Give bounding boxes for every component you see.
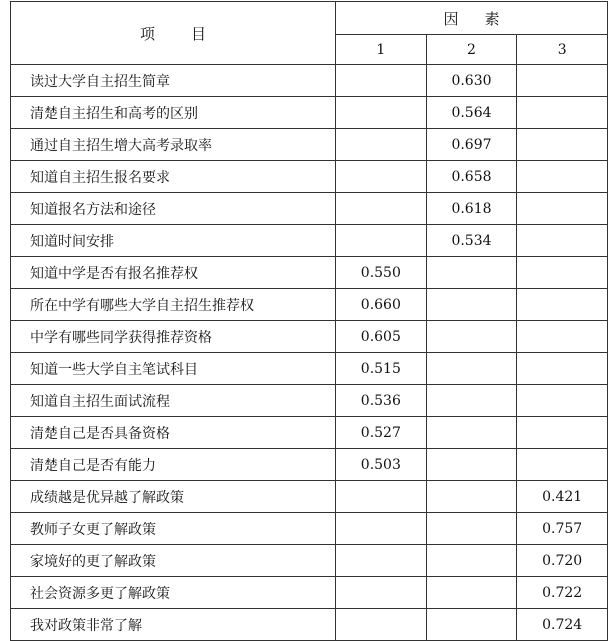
table-row [11, 97, 608, 129]
factor-2-loading [426, 385, 517, 417]
factor-3-loading [517, 353, 608, 385]
factor-2-loading [426, 257, 517, 289]
item-label: 知道时间安排 [11, 225, 336, 257]
factor-2-loading [426, 449, 517, 481]
item-label: 知道中学是否有报名推荐权 [11, 257, 336, 289]
item-label: 中学有哪些同学获得推荐资格 [11, 321, 336, 353]
factor-1-loading: 0.605 [336, 321, 427, 353]
table-row [11, 385, 608, 417]
item-label: 成绩越是优异越了解政策 [11, 481, 336, 513]
item-label: 通过自主招生增大高考录取率 [11, 129, 336, 161]
factor-1-loading: 0.503 [336, 449, 427, 481]
factor-3-loading [517, 385, 608, 417]
table-row [11, 225, 608, 257]
factor-2-loading [426, 545, 517, 577]
factor-2-loading [426, 417, 517, 449]
item-label: 清楚自己是否有能力 [11, 449, 336, 481]
item-label: 家境好的更了解政策 [11, 545, 336, 577]
item-label: 清楚自己是否具备资格 [11, 417, 336, 449]
factor-2-loading [426, 513, 517, 545]
factor-2-loading: 0.534 [426, 225, 517, 257]
item-label: 所在中学有哪些大学自主招生推荐权 [11, 289, 336, 321]
factor-3-loading [517, 161, 608, 193]
factor-3-loading [517, 257, 608, 289]
factor-1-loading [336, 97, 427, 129]
item-label: 知道自主招生面试流程 [11, 385, 336, 417]
item-header-char-2: 目 [191, 24, 207, 43]
factor-3-loading [517, 289, 608, 321]
table-row [11, 257, 608, 289]
table-row [11, 65, 608, 97]
table-row [11, 513, 608, 545]
factor-2-loading [426, 321, 517, 353]
factor-3-loading [517, 97, 608, 129]
item-label: 读过大学自主招生简章 [11, 65, 336, 97]
factor-1-loading [336, 129, 427, 161]
item-label: 知道一些大学自主笔试科目 [11, 353, 336, 385]
factor-header-char-1: 因 [443, 9, 459, 28]
table-row [11, 289, 608, 321]
item-label: 教师子女更了解政策 [11, 513, 336, 545]
table-body [11, 65, 608, 641]
factor-1-loading [336, 161, 427, 193]
table-row [11, 609, 608, 641]
factor-3-loading: 0.757 [517, 513, 608, 545]
factor-2-loading: 0.697 [426, 129, 517, 161]
factor-2-loading: 0.630 [426, 65, 517, 97]
item-label: 清楚自主招生和高考的区别 [11, 97, 336, 129]
factor-3-loading [517, 449, 608, 481]
factor-2-loading [426, 353, 517, 385]
factor-3-loading: 0.720 [517, 545, 608, 577]
factor-3-loading: 0.724 [517, 609, 608, 641]
item-column-header [11, 2, 336, 65]
factor-1-loading: 0.660 [336, 289, 427, 321]
factor-loading-table [10, 1, 608, 641]
table-row [11, 161, 608, 193]
table-header [11, 2, 608, 65]
factor-1-loading [336, 609, 427, 641]
table-row [11, 129, 608, 161]
factor-1-loading [336, 225, 427, 257]
factor-2-header: 2 [426, 35, 517, 65]
table-row [11, 321, 608, 353]
factor-1-loading: 0.527 [336, 417, 427, 449]
factor-2-loading [426, 289, 517, 321]
factor-2-loading: 0.618 [426, 193, 517, 225]
table-row [11, 193, 608, 225]
factor-header-char-2: 素 [484, 9, 500, 28]
factor-1-loading: 0.536 [336, 385, 427, 417]
item-label: 社会资源多更了解政策 [11, 577, 336, 609]
factor-3-header: 3 [517, 35, 608, 65]
table-row [11, 481, 608, 513]
table-row [11, 417, 608, 449]
factor-3-loading [517, 225, 608, 257]
factor-1-loading [336, 65, 427, 97]
factor-1-loading: 0.550 [336, 257, 427, 289]
item-label: 我对政策非常了解 [11, 609, 336, 641]
factor-3-loading [517, 129, 608, 161]
factor-1-loading [336, 545, 427, 577]
factor-2-loading: 0.564 [426, 97, 517, 129]
factor-2-loading [426, 609, 517, 641]
factor-3-loading: 0.421 [517, 481, 608, 513]
factor-1-loading [336, 513, 427, 545]
factor-1-loading: 0.515 [336, 353, 427, 385]
item-label: 知道报名方法和途径 [11, 193, 336, 225]
table-row [11, 545, 608, 577]
factor-3-loading [517, 417, 608, 449]
header-row-1 [11, 2, 608, 35]
factor-2-loading [426, 577, 517, 609]
table-row [11, 449, 608, 481]
factor-1-loading [336, 481, 427, 513]
item-header-char-1: 项 [139, 24, 155, 43]
factor-3-loading [517, 321, 608, 353]
factor-3-loading: 0.722 [517, 577, 608, 609]
factor-2-loading: 0.658 [426, 161, 517, 193]
item-label: 知道自主招生报名要求 [11, 161, 336, 193]
factor-group-header [336, 2, 608, 35]
factor-1-loading [336, 193, 427, 225]
table-row [11, 577, 608, 609]
factor-3-loading [517, 193, 608, 225]
factor-2-loading [426, 481, 517, 513]
factor-1-loading [336, 577, 427, 609]
factor-3-loading [517, 65, 608, 97]
table-row [11, 353, 608, 385]
factor-1-header: 1 [336, 35, 427, 65]
